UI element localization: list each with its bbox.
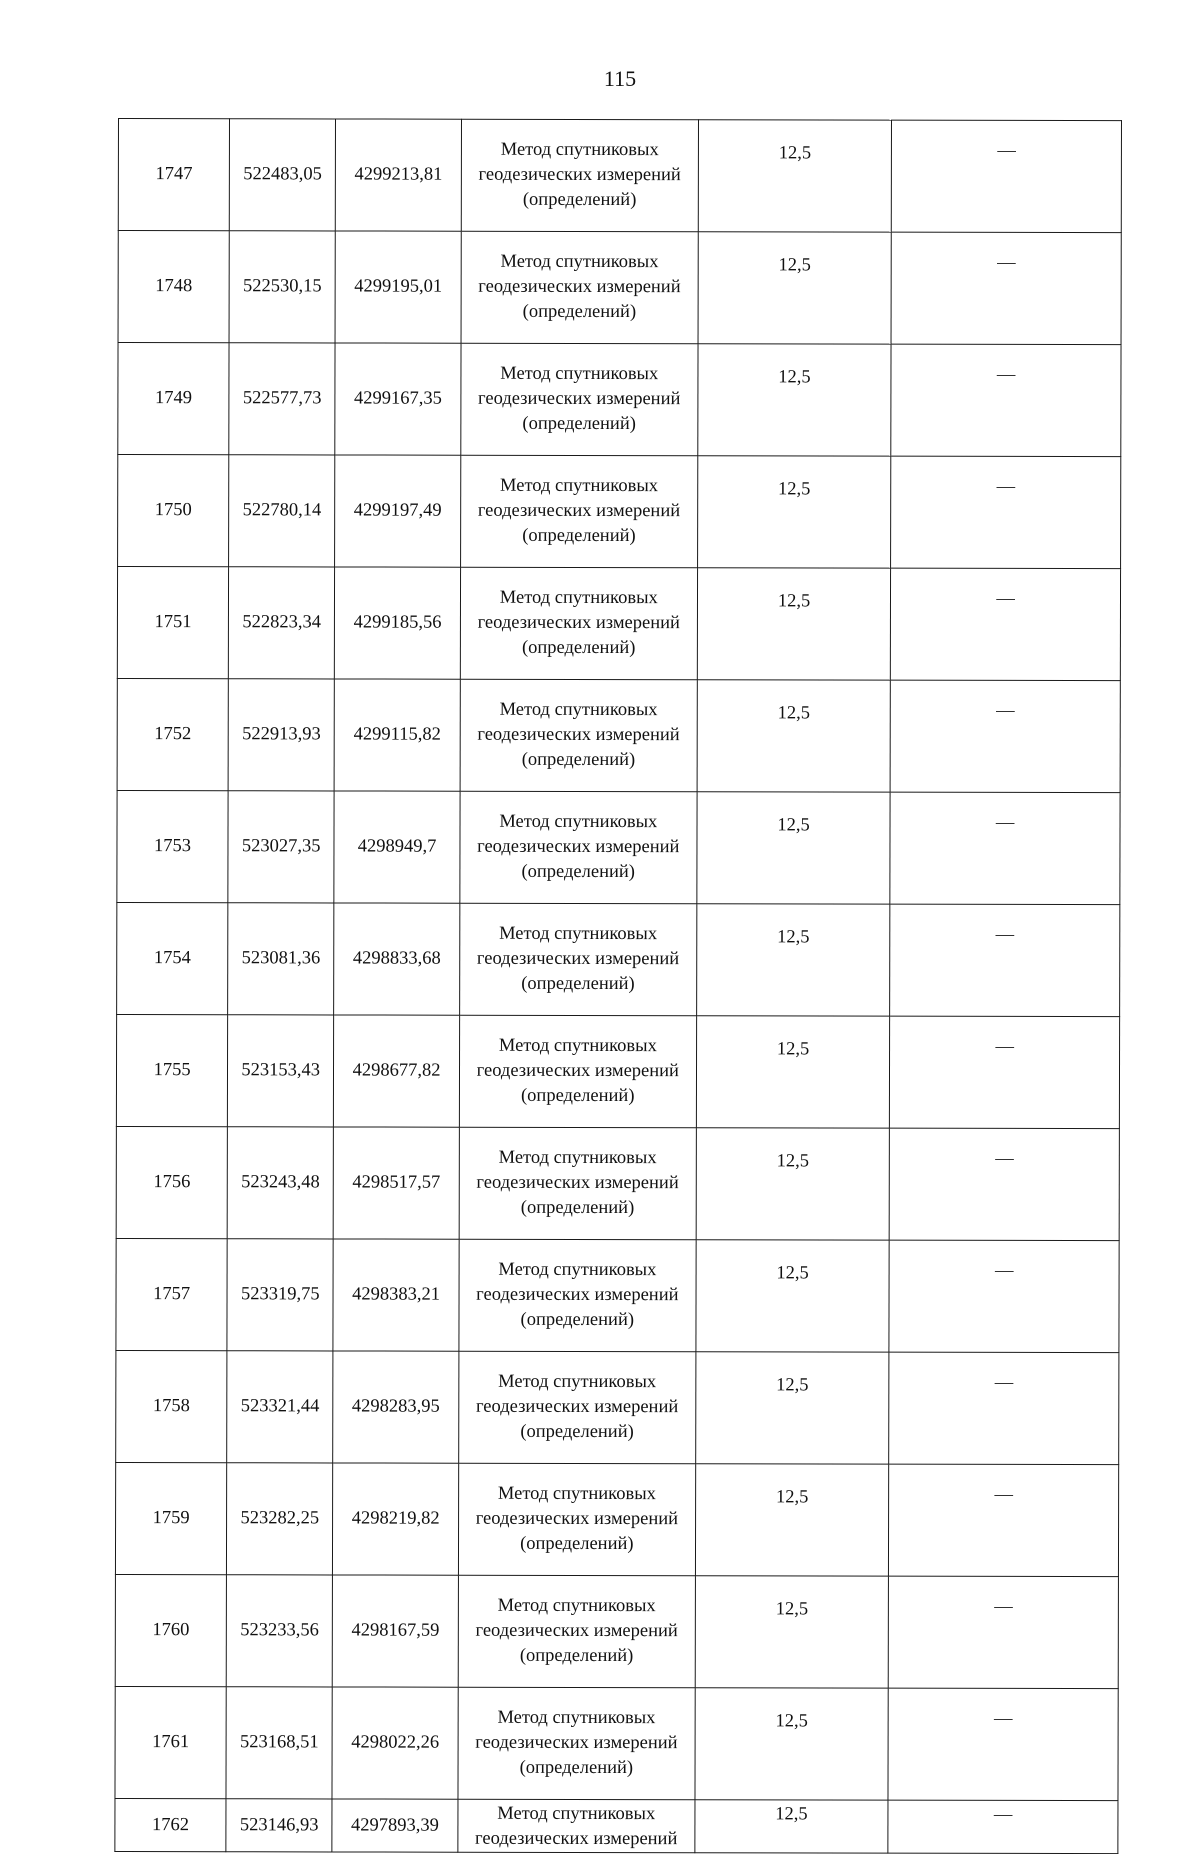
- method-cell: [459, 1127, 696, 1239]
- method-cell: [459, 1015, 696, 1127]
- method-line: (определений): [521, 1085, 635, 1107]
- method-line: Метод спутниковых: [500, 139, 659, 161]
- method-line: геодезических измерений: [476, 1172, 679, 1194]
- point-number-cell: 1750: [118, 455, 229, 567]
- method-cell: [458, 1575, 695, 1687]
- precision-cell: 12,5: [695, 1688, 889, 1800]
- method-cell: [460, 903, 697, 1015]
- method-line: Метод спутниковых: [498, 1371, 657, 1393]
- table-row: [116, 1238, 1119, 1352]
- note-cell: —: [889, 1240, 1119, 1352]
- point-number-cell: 1748: [118, 231, 229, 343]
- method-line: геодезических измерений: [475, 1620, 678, 1642]
- point-number-cell: 1757: [116, 1238, 227, 1350]
- method-line: геодезических измерений: [477, 612, 680, 634]
- method-line: (определений): [519, 1757, 634, 1779]
- method-cell: [461, 343, 698, 455]
- y-coordinate-cell: 4297893,39: [332, 1799, 458, 1852]
- y-coordinate-cell: 4298022,26: [332, 1687, 458, 1799]
- table-body: [115, 119, 1122, 1854]
- method-line: (определений): [521, 749, 636, 771]
- precision-cell: 12,5: [698, 232, 892, 344]
- method-line: геодезических измерений: [477, 500, 681, 522]
- table-row: [115, 1686, 1118, 1800]
- point-number-cell: 1751: [117, 567, 228, 679]
- precision-cell: 12,5: [696, 1240, 890, 1352]
- method-line: Метод спутниковых: [499, 587, 658, 609]
- method-line: (определений): [520, 1421, 634, 1443]
- table-row: [116, 1126, 1119, 1240]
- precision-cell: 12,5: [697, 456, 891, 568]
- table-row: [115, 1462, 1118, 1576]
- y-coordinate-cell: 4298283,95: [333, 1351, 459, 1463]
- method-line: Метод спутниковых: [497, 1803, 656, 1825]
- table-row: [117, 567, 1120, 681]
- precision-cell: 12,5: [696, 1128, 890, 1240]
- method-line: Метод спутниковых: [499, 923, 658, 945]
- method-line: (определений): [522, 301, 637, 323]
- y-coordinate-cell: 4298677,82: [334, 1015, 460, 1127]
- method-line: геодезических измерений: [476, 1284, 679, 1306]
- note-cell: —: [890, 792, 1120, 904]
- note-cell: —: [889, 1464, 1119, 1576]
- table-row: [117, 902, 1120, 1016]
- method-line: Метод спутниковых: [499, 811, 658, 833]
- method-line: геодезических измерений: [475, 1828, 678, 1850]
- method-line: геодезических измерений: [478, 388, 681, 410]
- method-cell: [458, 1687, 695, 1799]
- note-cell: —: [891, 232, 1121, 344]
- method-cell: [460, 567, 697, 679]
- x-coordinate-cell: 523168,51: [226, 1687, 332, 1799]
- method-line: (определений): [522, 189, 637, 211]
- note-cell: —: [889, 1128, 1119, 1240]
- y-coordinate-cell: 4299185,56: [335, 567, 461, 679]
- note-cell: —: [891, 344, 1121, 456]
- point-number-cell: 1762: [115, 1798, 226, 1851]
- y-coordinate-cell: 4299195,01: [335, 231, 461, 343]
- point-number-cell: 1758: [116, 1350, 227, 1462]
- x-coordinate-cell: 522530,15: [229, 231, 335, 343]
- table-row: [117, 790, 1120, 904]
- table-row: [116, 1350, 1119, 1464]
- method-cell: [458, 1799, 695, 1852]
- method-line: геодезических измерений: [475, 1396, 679, 1418]
- method-cell: [459, 1239, 696, 1351]
- note-cell: —: [892, 120, 1122, 232]
- note-cell: —: [889, 1576, 1119, 1688]
- method-cell: [459, 1351, 696, 1463]
- method-line: (определений): [521, 637, 636, 659]
- method-line: (определений): [520, 1197, 635, 1219]
- method-line: Метод спутниковых: [498, 1147, 657, 1169]
- y-coordinate-cell: 4298383,21: [333, 1239, 459, 1351]
- method-line: (определений): [521, 973, 635, 995]
- table-row: [118, 231, 1121, 345]
- precision-cell: 12,5: [698, 120, 892, 232]
- precision-cell: 12,5: [695, 1464, 889, 1576]
- method-line: (определений): [520, 1309, 635, 1331]
- method-cell: [461, 231, 698, 343]
- x-coordinate-cell: 522913,93: [228, 679, 334, 791]
- x-coordinate-cell: 523081,36: [228, 903, 334, 1015]
- table-row: [118, 343, 1121, 457]
- note-cell: —: [890, 904, 1120, 1016]
- method-cell: [460, 455, 697, 567]
- x-coordinate-cell: 523153,43: [228, 1015, 334, 1127]
- method-line: Метод спутниковых: [498, 1035, 657, 1057]
- x-coordinate-cell: 523282,25: [227, 1463, 333, 1575]
- note-cell: —: [891, 568, 1121, 680]
- method-line: (определений): [519, 1645, 634, 1667]
- precision-cell: 12,5: [697, 568, 891, 680]
- table-row: [118, 119, 1121, 233]
- precision-cell: 12,5: [696, 904, 890, 1016]
- precision-cell: 12,5: [695, 1576, 889, 1688]
- method-line: Метод спутниковых: [497, 1483, 656, 1505]
- x-coordinate-cell: 523319,75: [227, 1239, 333, 1351]
- point-number-cell: 1756: [116, 1126, 227, 1238]
- precision-cell: 12,5: [698, 344, 892, 456]
- precision-cell: 12,5: [697, 792, 891, 904]
- point-number-cell: 1754: [117, 902, 228, 1014]
- method-line: геодезических измерений: [476, 1060, 679, 1082]
- point-number-cell: 1749: [118, 343, 229, 455]
- method-line: геодезических измерений: [475, 1508, 679, 1530]
- note-cell: —: [891, 456, 1121, 568]
- coordinates-table: [114, 118, 1122, 1854]
- method-line: Метод спутниковых: [499, 699, 658, 721]
- method-line: Метод спутниковых: [497, 1595, 656, 1617]
- method-line: геодезических измерений: [478, 276, 681, 298]
- method-line: (определений): [522, 525, 636, 547]
- x-coordinate-cell: 522483,05: [229, 119, 335, 231]
- point-number-cell: 1753: [117, 790, 228, 902]
- point-number-cell: 1747: [118, 119, 229, 231]
- y-coordinate-cell: 4298833,68: [334, 903, 460, 1015]
- method-line: геодезических измерений: [477, 836, 680, 858]
- table-row: [115, 1574, 1118, 1688]
- method-line: (определений): [522, 413, 636, 435]
- y-coordinate-cell: 4299213,81: [336, 119, 462, 231]
- y-coordinate-cell: 4298219,82: [333, 1463, 459, 1575]
- method-line: Метод спутниковых: [500, 251, 659, 273]
- method-line: геодезических измерений: [476, 948, 680, 970]
- precision-cell: 12,5: [697, 680, 891, 792]
- method-cell: [461, 119, 698, 231]
- page-number: 115: [603, 66, 637, 91]
- y-coordinate-cell: 4299167,35: [335, 343, 461, 455]
- method-cell: [460, 679, 697, 791]
- precision-cell: 12,5: [695, 1352, 889, 1464]
- x-coordinate-cell: 523321,44: [227, 1351, 333, 1463]
- point-number-cell: 1759: [115, 1462, 226, 1574]
- method-line: (определений): [520, 1533, 634, 1555]
- table-row: [117, 678, 1120, 792]
- method-line: геодезических измерений: [478, 164, 681, 186]
- note-cell: —: [890, 680, 1120, 792]
- y-coordinate-cell: 4299197,49: [335, 455, 461, 567]
- method-line: Метод спутниковых: [498, 1259, 657, 1281]
- table-row: [116, 1014, 1119, 1128]
- method-line: геодезических измерений: [477, 724, 680, 746]
- x-coordinate-cell: 523243,48: [227, 1127, 333, 1239]
- y-coordinate-cell: 4299115,82: [334, 679, 460, 791]
- method-line: Метод спутниковых: [497, 1707, 656, 1729]
- y-coordinate-cell: 4298517,57: [333, 1127, 459, 1239]
- y-coordinate-cell: 4298167,59: [332, 1575, 458, 1687]
- note-cell: —: [888, 1688, 1118, 1800]
- method-line: Метод спутниковых: [500, 363, 659, 385]
- table-row: [115, 1798, 1118, 1853]
- method-line: (определений): [521, 861, 635, 883]
- method-cell: [458, 1463, 695, 1575]
- x-coordinate-cell: 522577,73: [229, 343, 335, 455]
- note-cell: —: [889, 1352, 1119, 1464]
- x-coordinate-cell: 523027,35: [228, 791, 334, 903]
- table-row: [118, 455, 1121, 569]
- x-coordinate-cell: 522823,34: [229, 567, 335, 679]
- point-number-cell: 1760: [115, 1574, 226, 1686]
- x-coordinate-cell: 523146,93: [226, 1799, 332, 1852]
- precision-cell: 12,5: [696, 1016, 890, 1128]
- y-coordinate-cell: 4298949,7: [334, 791, 460, 903]
- point-number-cell: 1755: [116, 1014, 227, 1126]
- method-cell: [460, 791, 697, 903]
- method-line: геодезических измерений: [475, 1732, 678, 1754]
- note-cell: —: [888, 1800, 1118, 1853]
- point-number-cell: 1761: [115, 1686, 226, 1798]
- method-line: Метод спутниковых: [500, 475, 659, 497]
- x-coordinate-cell: 522780,14: [229, 455, 335, 567]
- point-number-cell: 1752: [117, 678, 228, 790]
- precision-cell: 12,5: [695, 1800, 889, 1853]
- x-coordinate-cell: 523233,56: [226, 1575, 332, 1687]
- note-cell: —: [890, 1016, 1120, 1128]
